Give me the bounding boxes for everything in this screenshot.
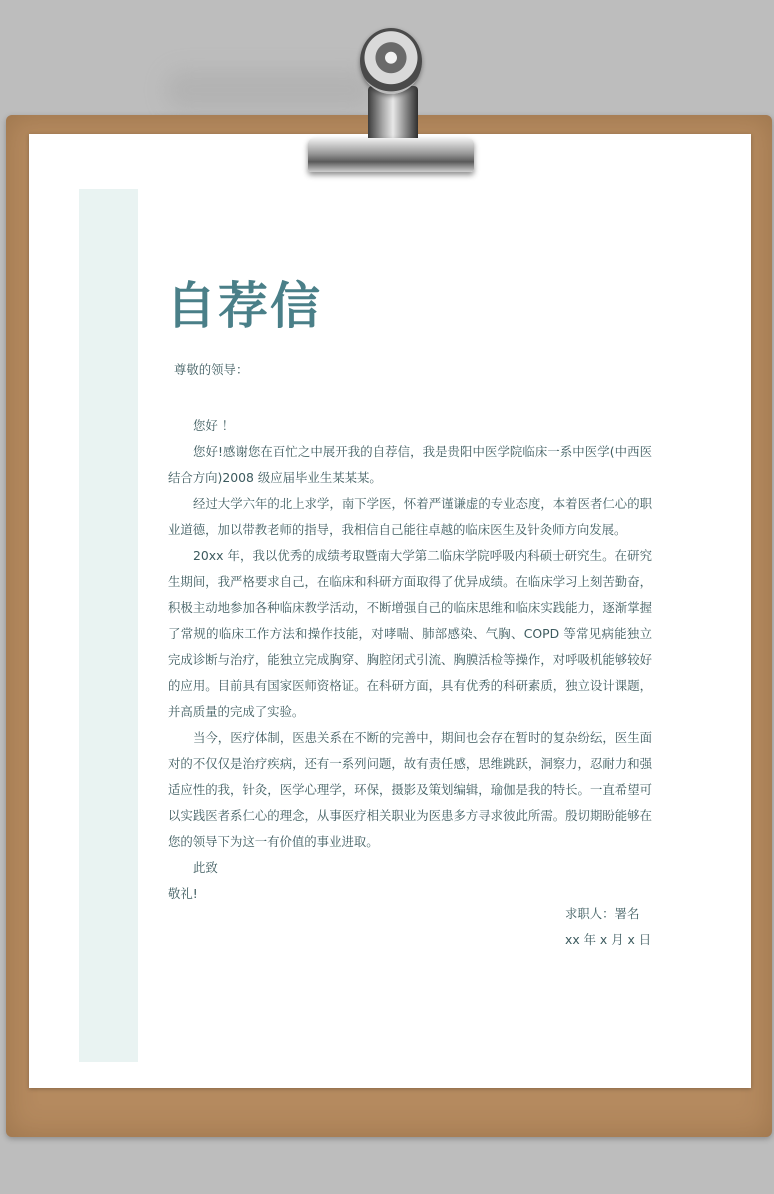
paragraph-education: 经过大学六年的北上求学，南下学医，怀着严谨谦虚的专业态度，本着医者仁心的职业道德，加以带教老师的指导，我相信自己能往卓越的临床医生及针灸师方向发展。 [168,496,652,537]
letter-title: 自荐信 [166,277,322,335]
letter-date: xx 年 x 月 x 日 [565,932,652,947]
paragraph-graduate: 20xx 年，我以优秀的成绩考取暨南大学第二临床学院呼吸内科硕士研究生。在研究生期间，我严格要求自己，在临床和科研方面取得了优异成绩。在临床学习上刻苦勤奋，积极主动地参加各种临床教学活动，不断增强自己的临床思维和临床实践能力，逐渐掌握了常规的临床工作方法和操作技能，对哮喘、肺部感染、气胸、COPD 等常见病能独立完成诊断与治疗，能独立完成胸穿、胸腔闭式引流、胸膜活检等操作，对呼吸机能够较好的应用。目前具有国家医师资格证。在科研方面，具有优秀的科研素质，独立设计课题，并高质量的完成了实验。 [168,548,652,719]
closing-line-2: 敬礼! [168,886,198,901]
paragraph-intro: 您好!感谢您在百忙之中展开我的自荐信，我是贵阳中医学院临床一系中医学(中西医结合方向)2008 级应届毕业生某某某。 [168,444,652,485]
signer-name: 求职人：署名 [565,906,640,921]
clip-shadow [165,70,375,110]
greeting: 您好 ！ [193,418,235,433]
paragraph-aspiration: 当今，医疗体制，医患关系在不断的完善中，期间也会存在暂时的复杂纷纭，医生面对的不仅仅是治疗疾病，还有一系列问题，故有责任感，思维跳跃，洞察力，忍耐力和强适应性的我，针灸，医学心理学，环保，摄影及策划编辑，瑜伽是我的特长。一直希望可以实践医者系仁心的理念，从事医疗相关职业为医患多方寻求彼此所需。殷切期盼能够在您的领导下为这一有价值的事业进取。 [168,730,652,849]
letter-body [168,357,652,907]
clip-neck [368,86,418,146]
binder-clip-icon [360,28,422,94]
clip-base [308,138,474,172]
decorative-side-strip [79,189,138,1062]
signature-block [565,901,651,953]
salutation: 尊敬的领导： [174,362,249,377]
closing-line-1: 此致 [193,860,218,875]
